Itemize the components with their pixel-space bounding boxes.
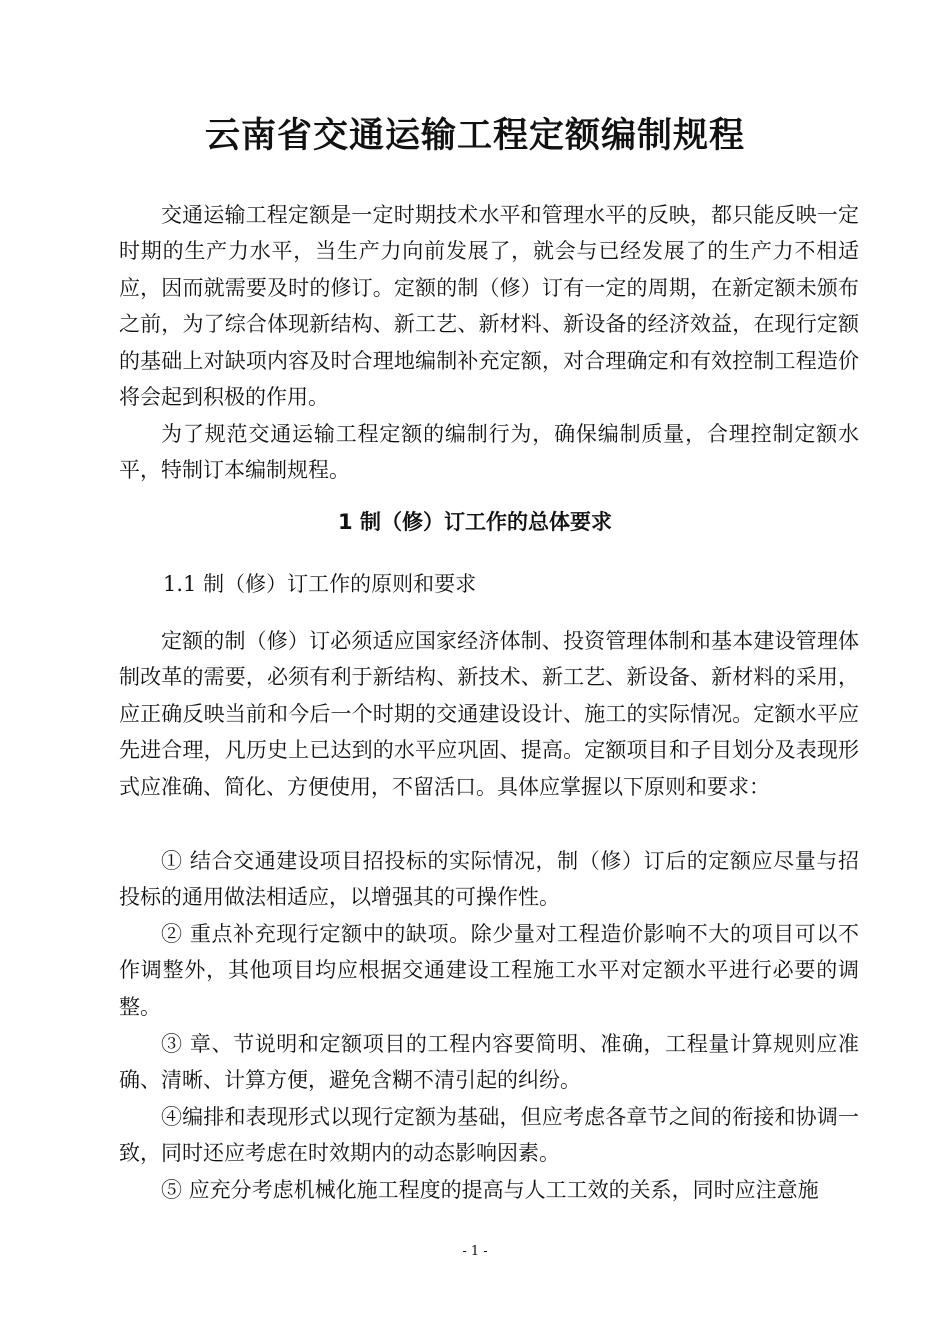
body-paragraph-item-5: ⑤ 应充分考虑机械化施工程度的提高与人工工效的关系，同时应注意施 [161, 1178, 819, 1202]
body-paragraph-principles: 定额的制（修）订必须适应国家经济体制、投资管理体制和基本建设管理体制改革的需要，必须有利于新结构、新技术、新工艺、新设备、新材料的采用，应正确反映当前和今后一个时期的交通建设设计、施工的实际情况。定额水平应先进合理，凡历史上已达到的水平应巩固、提高。定额项目和子目划分及表现形式应准确、简化、方便使用，不留活口。具体应掌握以下原则和要求： [119, 629, 859, 799]
body-paragraph-item-4: ④编排和表现形式以现行定额为基础，但应考虑各章节之间的衔接和协调一致，同时还应考虑在时效期内的动态影响因素。 [119, 1105, 859, 1166]
section-heading: 1 制（修）订工作的总体要求 [338, 510, 612, 534]
subsection-heading: 1.1 制（修）订工作的原则和要求 [163, 572, 477, 596]
body-paragraph-item-2: ② 重点补充现行定额中的缺项。除少量对工程造价影响不大的项目可以不作调整外，其他项目均应根据交通建设工程施工水平对定额水平进行必要的调整。 [119, 922, 859, 1019]
intro-paragraph-1: 交通运输工程定额是一定时期技术水平和管理水平的反映，都只能反映一定时期的生产力水平，当生产力向前发展了，就会与已经发展了的生产力不相适应，因而就需要及时的修订。定额的制（修）订有一定的周期，在新定额未颁布之前，为了综合体现新结构、新工艺、新材料、新设备的经济效益，在现行定额的基础上对缺项内容及时合理地编制补充定额，对合理确定和有效控制工程造价将会起到积极的作用。 [119, 203, 859, 410]
document-title: 云南省交通运输工程定额编制规程 [204, 116, 745, 156]
page-number: - 1 - [462, 1244, 488, 1259]
body-paragraph-item-3: ③ 章、节说明和定额项目的工程内容要简明、准确，工程量计算规则应准确、清晰、计算方便，避免含糊不清引起的纠纷。 [119, 1032, 859, 1093]
body-paragraph-item-1: ① 结合交通建设项目招投标的实际情况，制（修）订后的定额应尽量与招投标的通用做法相适应，以增强其的可操作性。 [119, 849, 859, 910]
intro-paragraph-2: 为了规范交通运输工程定额的编制行为，确保编制质量，合理控制定额水平，特制订本编制规程。 [119, 422, 859, 483]
